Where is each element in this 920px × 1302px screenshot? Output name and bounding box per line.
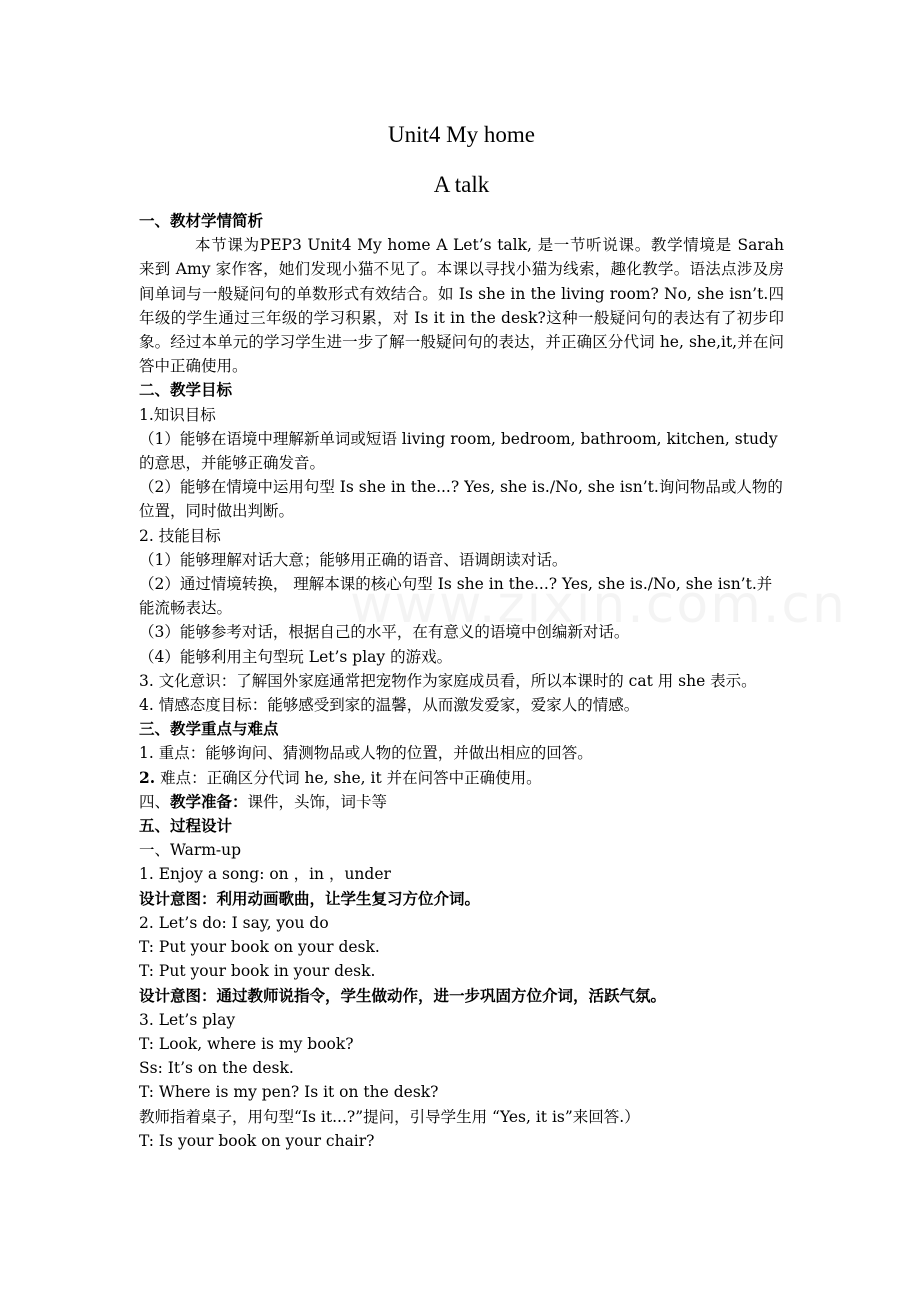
document-title: Unit4 My home (388, 122, 535, 147)
paragraph: T: Look, where is my book? (139, 1034, 354, 1053)
document-subtitle: A talk (433, 172, 490, 197)
paragraph: 2. 难点：正确区分代词 he, she, it 并在问答中正确使用。 (139, 767, 542, 787)
bold-label: 教学准备： (170, 791, 248, 811)
paragraph: 1. 重点：能够询问、猜测物品或人物的位置，并做出相应的回答。 (139, 744, 593, 763)
paragraph: 本节课为PEP3 Unit4 My home A Let’s talk, 是一节听说课。教学情境是 Sarah 来到 Amy 家作客，她们发现小猫不见了。本课以寻找小猫为线索，趣化教学。语法点涉及房间单词与一般疑问句的单数形式有效结合。如 Is she in the living room? No, she isn’t.四年级的学生通过三年级的学习积累，对 Is it in the desk?这种一般疑问句的表达有了初步印象。经过本单元的学习学生进一步了解一般疑问句的表达，并正确区分代词 he, she,it,并在问答中正确使用。 (139, 236, 784, 376)
section-heading: 设计意图：利用动画歌曲，让学生复习方位介词。 (139, 888, 481, 908)
paragraph: T: Put your book in your desk. (139, 962, 376, 981)
paragraph: 2. Let’s do: I say, you do (139, 913, 329, 932)
paragraph: （1）能够在语境中理解新单词或短语 living room, bedroom, bathroom, kitchen, study 的意思，并能够正确发音。 (139, 429, 778, 473)
paragraph: （4）能够利用主句型玩 Let’s play 的游戏。 (139, 647, 453, 666)
paragraph: （3）能够参考对话，根据自己的水平，在有意义的语境中创编新对话。 (139, 623, 630, 642)
paragraph: 4. 情感态度目标：能够感受到家的温馨，从而激发爱家，爱家人的情感。 (139, 696, 640, 715)
paragraph: （2）通过情境转换， 理解本课的核心句型 Is she in the...? Yes, she is./No, she isn’t.并能流畅表达。 (139, 575, 773, 618)
paragraph: 四、教学准备：课件，头饰，词卡等 (139, 791, 388, 811)
section-heading: 五、过程设计 (139, 816, 233, 836)
paragraph: T: Put your book on your desk. (139, 938, 380, 957)
paragraph: 一、Warm-up (139, 841, 242, 860)
section-heading: 一、教材学情简析 (139, 211, 264, 230)
bold-label: 2. (139, 767, 156, 787)
paragraph: 2. 技能目标 (139, 526, 221, 545)
paragraph: 3. 文化意识：了解国外家庭通常把宠物作为家庭成员看，所以本课时的 cat 用 she 表示。 (139, 671, 757, 690)
paragraph: T: Is your book on your chair? (139, 1131, 375, 1150)
paragraph: 1. Enjoy a song: on ，in ，under (139, 865, 391, 884)
document-body (139, 209, 784, 1153)
paragraph: 教师指着桌子，用句型“Is it...?”提问，引导学生用 “Yes, it is”来回答.） (139, 1107, 640, 1126)
paragraph: 1.知识目标 (139, 405, 216, 424)
paragraph: （1）能够理解对话大意；能够用正确的语音、语调朗读对话。 (139, 550, 568, 569)
paragraph: 3. Let’s play (139, 1010, 236, 1029)
paragraph: Ss: It’s on the desk. (139, 1059, 294, 1078)
section-heading: 设计意图：通过教师说指令，学生做动作，进一步巩固方位介词，活跃气氛。 (139, 985, 667, 1005)
section-heading: 二、教学目标 (139, 380, 233, 400)
section-heading: 三、教学重点与难点 (139, 719, 279, 739)
paragraph: T: Where is my pen? Is it on the desk? (139, 1083, 439, 1102)
paragraph: （2）能够在情境中运用句型 Is she in the...? Yes, she is./No, she isn’t.询问物品或人物的位置，同时做出判断。 (139, 478, 783, 521)
